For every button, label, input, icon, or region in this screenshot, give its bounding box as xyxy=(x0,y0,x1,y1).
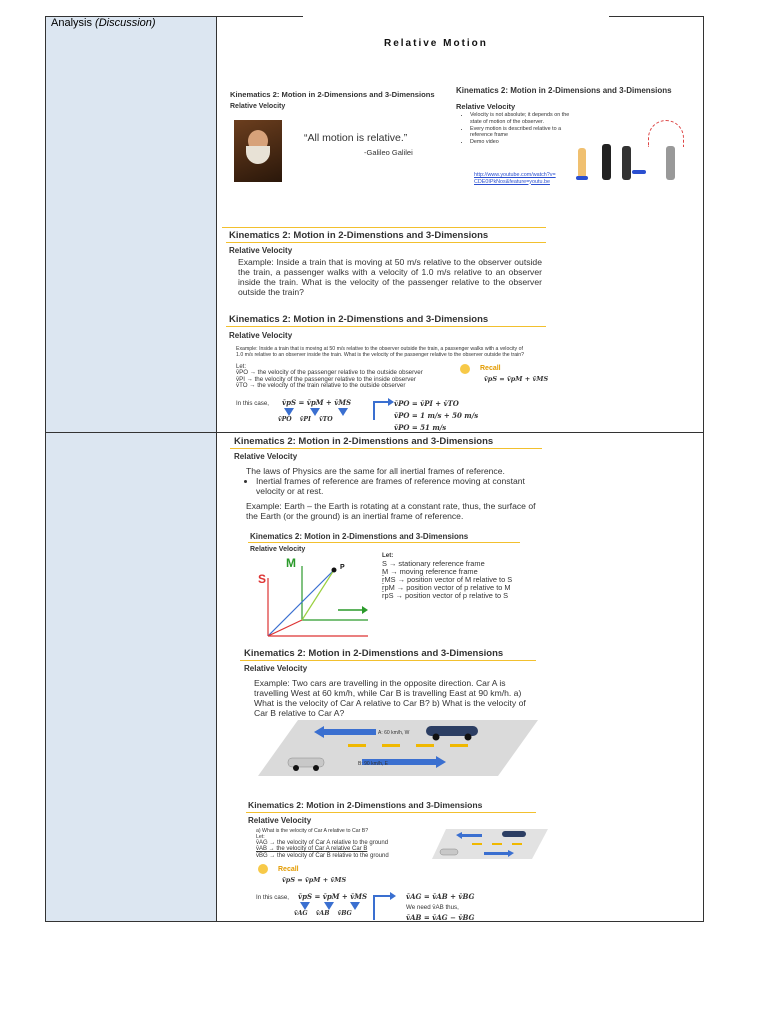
slide-title-rule xyxy=(246,812,536,813)
laws-text: The laws of Physics are the same for all inertial frames of reference. xyxy=(246,466,505,476)
slide-reference-frames xyxy=(244,530,524,640)
column-divider xyxy=(216,16,217,922)
example-text: Example: Two cars are travelling in the opposite direction. Car A is travelling West at 60 km/h, while Car B is travelling East at 90 km/h. a) What is the velocity of Car A relative to Car B? b) What is the velocity of Car B relative to Car A? xyxy=(254,678,526,718)
figure-icon xyxy=(666,146,675,180)
need-text: We need v̄AB thus, xyxy=(406,904,459,911)
observers-illustration xyxy=(570,118,692,188)
slide-title: Kinematics 2: Motion in 2-Dimenstions and 3-Dimensions xyxy=(229,230,489,241)
galileo-portrait xyxy=(234,120,282,182)
arrow-down-icon xyxy=(324,902,334,910)
recall-equation: v̄pS = v̄pM + v̄MS xyxy=(484,375,549,383)
row-divider xyxy=(45,432,704,433)
example-text: Example: Inside a train that is moving at 50 m/s relative to the observer outside the train, a passenger walks with a velocity of 1.0 m/s relative to an observer inside the train. What is the velocity of the passenger relative to the observer outside the train? xyxy=(236,346,525,359)
example-text: Example: Earth – the Earth is rotating at a constant rate, thus, the surface of the Earth (or the ground) is an inertial frame of reference. xyxy=(246,501,536,521)
example-text: Example: Inside a train that is moving at 50 m/s relative to the observer outside the train, a passenger walks with a velocity of 1.0 m/s relative to an observer inside the train. What is the velocity of the passenger relative to the observer outside the train? xyxy=(238,257,542,297)
slide-subtitle: Relative Velocity xyxy=(229,246,293,255)
arrow-down-icon xyxy=(310,408,320,416)
slide-train-example xyxy=(222,226,546,306)
skateboard-icon xyxy=(632,170,646,174)
slide-title-rule xyxy=(248,542,520,543)
bullet-item: • Demo video xyxy=(470,139,570,146)
lightbulb-icon xyxy=(460,364,470,374)
arrow-down-icon xyxy=(300,902,310,910)
lightbulb-icon xyxy=(258,864,268,874)
let-label: Let: xyxy=(382,552,394,559)
definition-item: v̄BG → the velocity of Car B relative to the ground xyxy=(256,852,389,859)
definition-item: r̄MS → position vector of M relative to S xyxy=(382,575,513,584)
frame-m-label: M xyxy=(286,556,296,570)
slide-subtitle: Relative Velocity xyxy=(234,452,298,461)
car-b-label: B: 90 km/h, E xyxy=(358,761,389,767)
general-equation: v̄pS = v̄pM + v̄MS xyxy=(298,892,368,901)
definition-item: r̄pM → position vector of p relative to M xyxy=(382,583,511,592)
specific-symbols: v̄PO v̄PI v̄TO xyxy=(278,416,333,423)
slide-title-rule xyxy=(226,242,546,243)
portrait-beard xyxy=(246,146,270,164)
demo-video-link[interactable]: http://www.youtube.com/watch?v=CDE0IPkNos&feature=youtu.be xyxy=(474,172,556,185)
definition-item: S → stationary reference frame xyxy=(382,559,485,568)
bullet-list xyxy=(228,476,552,496)
quote-author: -Galileo Galilei xyxy=(364,148,413,157)
let-label: Let: xyxy=(236,364,247,370)
bullet-list xyxy=(452,112,570,146)
result-line: v̄PO = v̄PI + v̄TO xyxy=(394,399,459,408)
slide-relative-velocity-intro xyxy=(452,82,698,202)
slide-title-rule xyxy=(240,660,536,661)
definitions xyxy=(382,560,522,600)
position-vector-diagram xyxy=(258,556,378,638)
figure-icon xyxy=(578,148,586,178)
slide-cars-solution xyxy=(244,798,556,922)
slide-inertial-frames xyxy=(228,434,544,524)
header-title: Relative Motion xyxy=(384,38,488,49)
question-text: a) What is the velocity of Car A relative to Car B? xyxy=(256,828,369,834)
frame-s-label: S xyxy=(258,572,267,586)
let-label: Let: xyxy=(256,834,265,840)
slide-subtitle: Relative Velocity xyxy=(230,103,286,110)
trajectory-arc xyxy=(648,120,684,147)
slide-two-cars xyxy=(238,646,538,778)
slide-title: Kinematics 2: Motion in 2-Dimenstions and 3-Dimensions xyxy=(248,800,483,810)
slide-subtitle: Relative Velocity xyxy=(248,816,312,825)
in-this-case-label: In this case, xyxy=(256,894,290,901)
slide-title-rule xyxy=(230,448,542,449)
slide-galileo-quote xyxy=(228,84,450,194)
arrow-down-icon xyxy=(338,408,348,416)
definition-item: M → moving reference frame xyxy=(382,567,478,576)
bullet-item: • Inertial frames of reference are frames of reference moving at constant velocity or at rest. xyxy=(256,476,552,496)
quote-text: “All motion is relative.” xyxy=(304,132,408,144)
definition-item: v̄AG → the velocity of Car A relative to the ground xyxy=(256,840,389,846)
recall-equation: v̄pS = v̄pM + v̄MS xyxy=(282,876,347,884)
slide-subtitle: Relative Velocity xyxy=(244,664,308,673)
cars-illustration xyxy=(258,718,538,778)
analysis-label: Analysis (Discussion) xyxy=(51,17,156,29)
figure-icon xyxy=(622,146,631,180)
slide-subtitle: Relative Velocity xyxy=(250,546,306,553)
slide-title: Kinematics 2: Motion in 2-Dimenstions and 3-Dimensions xyxy=(250,532,469,541)
slide-title-rule xyxy=(226,326,546,327)
point-p-label: P xyxy=(340,564,345,571)
slide-title: Kinematics 2: Motion in 2-Dimensions and 3-Dimensions xyxy=(456,86,672,95)
general-equation: v̄pS = v̄pM + v̄MS xyxy=(282,398,352,407)
result-equations xyxy=(394,398,478,434)
car-a-label: A: 60 km/h, W xyxy=(378,730,410,736)
bullet-item: • Every motion is described relative to a reference frame xyxy=(470,126,570,140)
recall-label: Recall xyxy=(278,866,299,873)
bullet-item: • Velocity is not absolute; it depends on the state of motion of the observer. xyxy=(470,112,570,126)
step-arrow-icon xyxy=(372,398,396,422)
slide-title: Kinematics 2: Motion in 2-Dimenstions and 3-Dimensions xyxy=(229,314,489,325)
result-equation: v̄AG = v̄AB + v̄BG xyxy=(406,892,475,901)
definition-item: v̄AB → the velocity of Car A relative Car B xyxy=(256,846,368,853)
slide-subtitle: Relative Velocity xyxy=(229,331,293,340)
slide-title: Kinematics 2: Motion in 2-Dimensions and 3-Dimensions xyxy=(230,90,435,99)
definition-item: v̄TO → the velocity of the train relative to the outside observer xyxy=(236,382,406,390)
result-line: v̄PO = 1 m/s + 50 m/s xyxy=(394,411,479,420)
definition-item: r̄pS → position vector of p relative to S xyxy=(382,591,509,600)
specific-symbols: v̄AG v̄AB v̄BG xyxy=(294,910,352,917)
cars-thumbnail xyxy=(432,828,548,860)
figure-icon xyxy=(602,144,611,180)
top-border-gap xyxy=(303,14,609,18)
definitions xyxy=(236,370,423,390)
step-arrow-icon xyxy=(372,892,398,920)
slide-subtitle: Relative Velocity xyxy=(456,102,516,111)
arrow-down-icon xyxy=(350,902,360,910)
slide-title: Kinematics 2: Motion in 2-Dimenstions and 3-Dimensions xyxy=(234,436,494,447)
result-equation: v̄AB = v̄AG − v̄BG xyxy=(406,913,475,922)
slide-train-solution xyxy=(222,312,549,432)
in-this-case-label: In this case, xyxy=(236,400,270,407)
definition-item: v̄PI → the velocity of the passenger relative to the inside observer xyxy=(236,375,416,383)
skateboard-icon xyxy=(576,176,588,180)
definition-item: v̄PO → the velocity of the passenger relative to the outside observer xyxy=(236,369,423,376)
arrow-down-icon xyxy=(284,408,294,416)
result-line: v̄PO = 51 m/s xyxy=(394,423,447,432)
definitions xyxy=(256,840,389,859)
slide-title: Kinematics 2: Motion in 2-Dimenstions and 3-Dimensions xyxy=(244,648,504,659)
recall-label: Recall xyxy=(480,365,501,372)
